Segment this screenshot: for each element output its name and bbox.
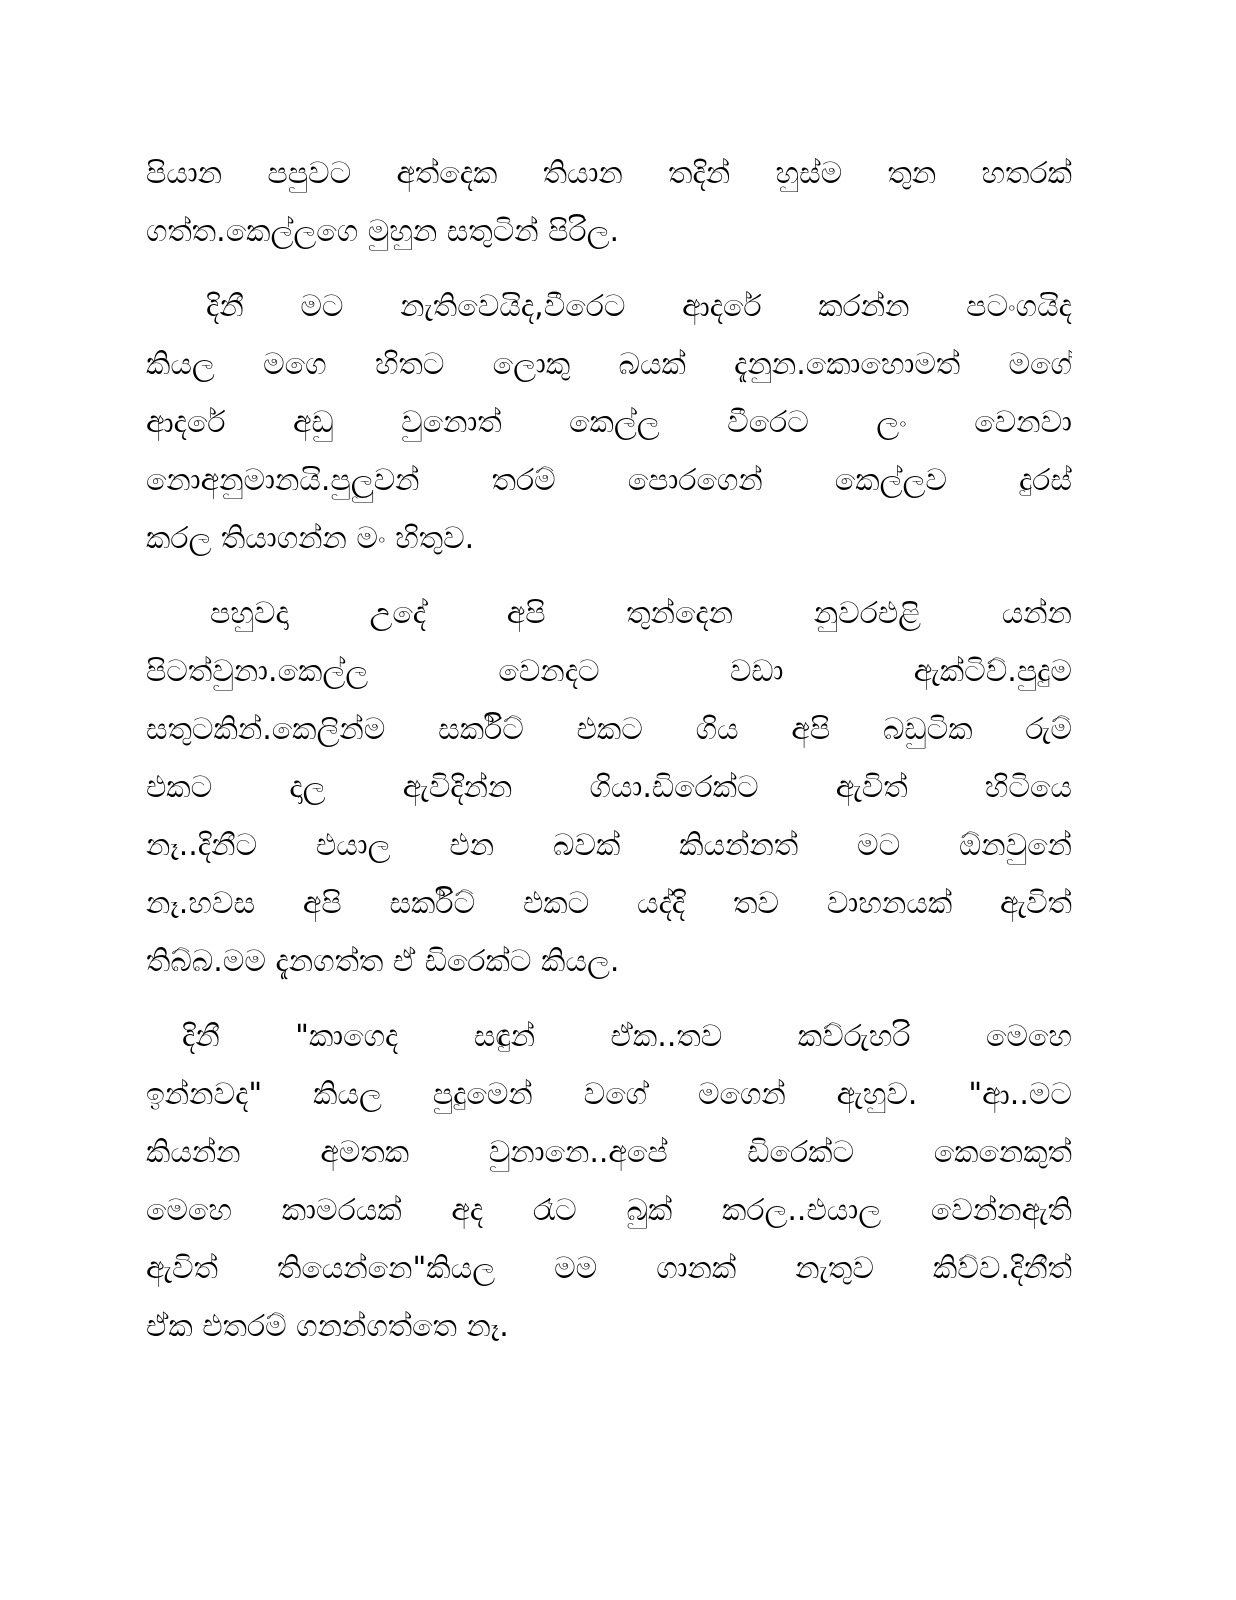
text-line: පහුවදා උදේ අපි තුන්දෙන නුවරඑළි යන්න — [210, 596, 1072, 631]
text-line: ඒක එතරම් ගනන්ගත්තෙ නෑ. — [146, 1309, 509, 1344]
text-line: පියාන පපුවට අත්දෙක තියාන තදින් හුස්ම තුන හතරක් — [146, 156, 1072, 191]
text-line: නොඅනුමානයි.පුලුවන් තරම් පොරගෙන් කෙල්ලව දුරස් — [146, 463, 1072, 498]
text-line: දිනී "කාගෙද සඳුන් ඒක..තව කව්රුහරි මෙහෙ — [182, 1019, 1072, 1054]
text-line: නෑ..දිනීට එයාල එන බවක් කියන්නත් මට ඕනවුනේ — [146, 828, 1072, 863]
paragraph-2 — [146, 278, 1072, 568]
text-line: කරල තියාගන්න මං හිතුව. — [146, 521, 475, 556]
text-line: තිබ්බ.මම දැනගත්ත ඒ ඩිරෙක්ට කියල. — [146, 944, 620, 979]
text-line: කියල මගෙ හිතට ලොකු බයක් දැනුන.කොහොමත් මගේ — [146, 347, 1072, 382]
body-text — [146, 145, 1072, 1373]
text-line: නෑ.හවස අපි සර්කිට් එකට යද්දි තව වාහනයක් ඇවිත් — [146, 886, 1072, 921]
text-line: එකට දාල ඇවිදින්න ගියා.ඩිරෙක්ට ඇවිත් හිටියෙ — [146, 770, 1072, 805]
text-line: ආදරේ අඩු වුනොත් කෙල්ල වීරෙට ලං වෙනවා — [146, 405, 1072, 440]
text-line: ඇවිත් තියෙන්නෙ"කියල මම ගානක් නැතුව කිව්ව.දිනීත් — [146, 1251, 1072, 1286]
text-line: මෙහෙ කාමරයක් අද රෑට බුක් කරල..එයාල වෙන්නඇති — [146, 1193, 1072, 1228]
text-line: සතුටකින්.කෙලින්ම සර්කිට් එකට ගිය අපි බඩුටික රුම් — [146, 712, 1072, 747]
text-line: ඉන්නවද" කියල පුදුමෙන් වගේ මගෙන් ඇහුව. "ආ..මට — [146, 1077, 1072, 1112]
text-line: ගත්ත.කෙල්ලගෙ මුහුන සතුටින් පිරිල. — [146, 214, 620, 249]
text-line: පිටත්වුනා.කෙල්ල වෙනදට වඩා ඇක්ටිව්.පුදුම — [146, 654, 1072, 689]
paragraph-1 — [146, 145, 1072, 261]
text-line: දිනී මට නැතිවෙයිද,වීරෙට ආදරේ කරන්න පටංගයිද — [206, 289, 1072, 324]
text-line: කියන්න අමතක වුනානෙ..අපේ ඩිරෙක්ට කෙනෙකුත් — [146, 1135, 1072, 1170]
paragraph-4 — [146, 1008, 1072, 1356]
paragraph-3 — [146, 585, 1072, 991]
